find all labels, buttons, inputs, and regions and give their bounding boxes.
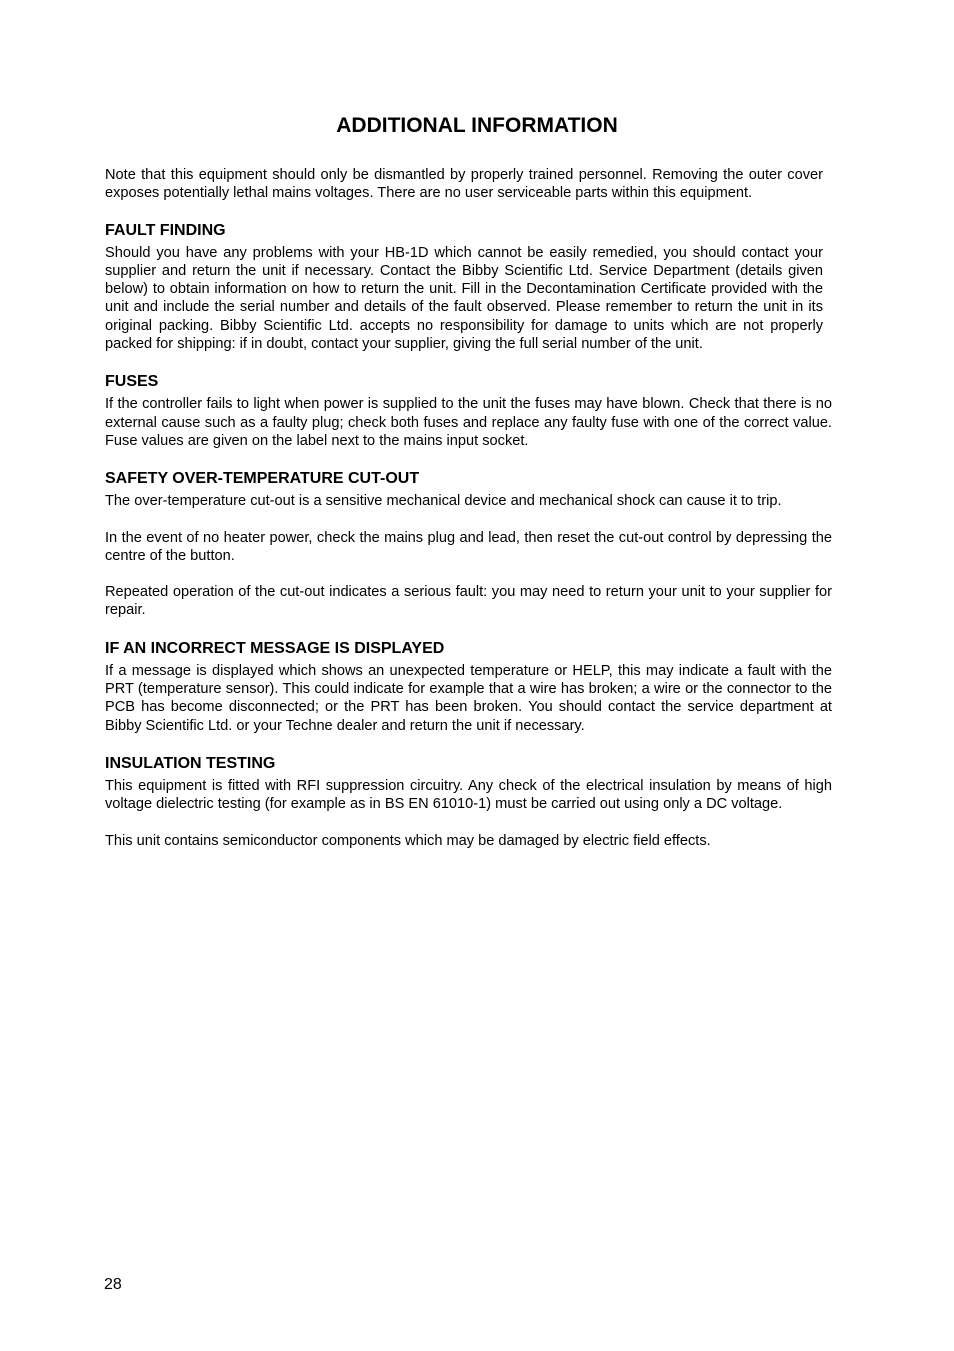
section-insulation-testing [105, 754, 832, 850]
section-paragraph: This unit contains semiconductor components which may be damaged by electric field effects. [105, 832, 711, 849]
section-safety-cut-out [105, 469, 832, 619]
section-heading: INSULATION TESTING [105, 754, 276, 772]
section-paragraph: If a message is displayed which shows an unexpected temperature or HELP, this may indicate a fault with the PRT (temperature sensor). This could indicate for example that a wire has broken; a wire or the connector to the PCB has become disconnected; or the PRT has been broken. You should contact the service department at Bibby Scientific Ltd. or your Techne dealer and return the unit if necessary. [105, 662, 832, 734]
section-heading: FUSES [105, 373, 159, 391]
section-paragraph: Repeated operation of the cut-out indicates a serious fault: you may need to return your unit to your supplier for repair. [105, 584, 832, 619]
document-body [105, 166, 832, 869]
section-heading: IF AN INCORRECT MESSAGE IS DISPLAYED [105, 639, 445, 657]
section-heading: FAULT FINDING [105, 221, 226, 239]
section-incorrect-message [105, 639, 832, 735]
section-paragraph: Should you have any problems with your HB-1D which cannot be easily remedied, you should contact your supplier and return the unit if necessary. Contact the Bibby Scientific Ltd. Service Department (details given below) to obtain information on how to return the unit. Fill in the Decontamination Certificate provided with the unit and include the serial number and details of the fault observed. Please remember to return the unit in its original packing. Bibby Scientific Ltd. accepts no responsibility for damage to units which are not properly packed for shipping: if in doubt, contact your supplier, giving the full serial number of the unit. [105, 244, 823, 353]
page-number: 28 [104, 1276, 122, 1293]
section-paragraph: This equipment is fitted with RFI suppression circuitry. Any check of the electrical insulation by means of high voltage dielectric testing (for example as in BS EN 61010-1) must be carried out using only a DC voltage. [105, 777, 832, 813]
section-fault-finding [105, 221, 832, 354]
section-paragraph: The over-temperature cut-out is a sensitive mechanical device and mechanical shock can cause it to trip. [105, 493, 782, 510]
page-title: ADDITIONAL INFORMATION [336, 114, 618, 137]
section-fuses [105, 372, 832, 450]
section-paragraph: In the event of no heater power, check the mains plug and lead, then reset the cut-out control by depressing the centre of the button. [105, 529, 832, 564]
intro-paragraph: Note that this equipment should only be dismantled by properly trained personnel. Removing the outer cover exposes potentially lethal mains voltages. There are no user serviceable parts within this equipment. [105, 167, 823, 202]
section-heading: SAFETY OVER-TEMPERATURE CUT-OUT [105, 470, 420, 488]
section-paragraph: If the controller fails to light when power is supplied to the unit the fuses may have blown. Check that there is no external cause such as a faulty plug; check both fuses and replace any faulty fuse with one of the correct value. Fuse values are given on the label next to the mains input socket. [105, 396, 832, 449]
